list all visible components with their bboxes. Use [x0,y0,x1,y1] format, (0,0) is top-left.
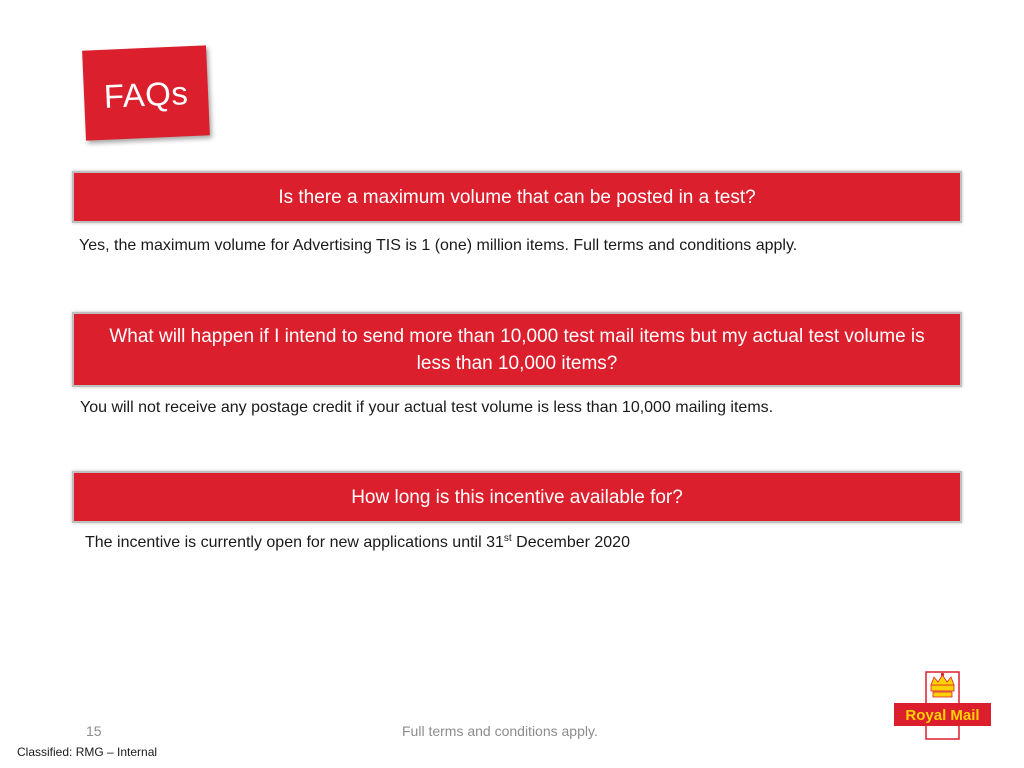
page-title-tile [82,45,210,140]
faq-answer-1: Yes, the maximum volume for Advertising TIS is 1 (one) million items. Full terms and conditions apply. [79,237,798,254]
royal-mail-logo-text: Royal Mail [905,707,980,724]
page-title: FAQs [103,74,190,115]
faq-question-2 [72,312,962,387]
faq-question-3-text: How long is this incentive available for? [351,486,683,508]
faq-answer-3 [85,534,630,552]
classification-label: Classified: RMG – Internal [17,745,158,759]
faq-question-2-text: What will happen if I intend to send more than 10,000 test mail items but my actual test volume is less than 10,000 items? [109,325,925,374]
faq-question-1 [72,171,962,223]
faq-question-3 [72,471,962,523]
faq-answer-3-superscript: st [503,533,512,544]
faq-question-1-text: Is there a maximum volume that can be posted in a test? [278,186,756,208]
footer-terms-note: Full terms and conditions apply. [402,723,598,739]
faq-answer-3-text: The incentive is currently open for new applications until 31 [85,534,504,551]
royal-mail-logo [893,671,992,740]
faq-answer-3-text-end: December 2020 [511,534,630,551]
faq-answer-2: You will not receive any postage credit if your actual test volume is less than 10,000 mailing items. [80,399,774,416]
page-number: 15 [86,723,102,739]
